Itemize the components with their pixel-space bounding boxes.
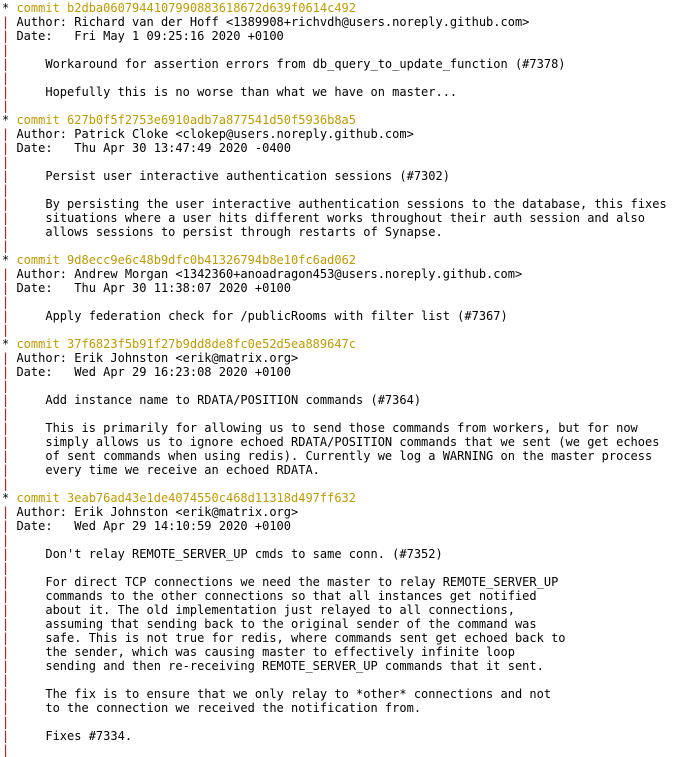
graph-edge-glyph: |: [2, 99, 10, 113]
commit-message-line: assuming that sending back to the original sender of the command was: [9, 617, 537, 631]
terminal-line: [2, 85, 692, 99]
terminal-line: [2, 57, 692, 71]
graph-edge-glyph: |: [2, 729, 10, 743]
author-line: Author: Patrick Cloke <clokep@users.noreply.github.com>: [9, 127, 414, 141]
terminal-line: [2, 477, 692, 491]
commit-message-line: The fix is to ensure that we only relay to *other* connections and not: [9, 687, 552, 701]
graph-edge-glyph: |: [2, 477, 10, 491]
author-line: Author: Andrew Morgan <1342360+anoadragon453@users.noreply.github.com>: [9, 267, 523, 281]
terminal-line: [2, 449, 692, 463]
graph-edge-glyph: |: [2, 701, 10, 715]
graph-edge-glyph: |: [2, 155, 10, 169]
graph-edge-glyph: |: [2, 85, 10, 99]
date-line: Date: Thu Apr 30 13:47:49 2020 -0400: [9, 141, 291, 155]
commit-message-line: For direct TCP connections we need the master to relay REMOTE_SERVER_UP: [9, 575, 559, 589]
commit-hash: commit b2dba0607944107990883618672d639f0614c492: [16, 1, 357, 15]
terminal-line: [2, 379, 692, 393]
commit-hash: commit 627b0f5f2753e6910adb7a877541d50f5936b8a5: [16, 113, 357, 127]
graph-edge-glyph: |: [2, 43, 10, 57]
graph-edge-glyph: |: [2, 743, 10, 757]
terminal-line: [2, 673, 692, 687]
terminal-line: [2, 603, 692, 617]
terminal-line: [2, 309, 692, 323]
graph-edge-glyph: |: [2, 225, 10, 239]
terminal-line: [2, 743, 692, 757]
commit-message-line: Don't relay REMOTE_SERVER_UP cmds to same conn. (#7352): [9, 547, 443, 561]
graph-edge-glyph: |: [2, 71, 10, 85]
graph-edge-glyph: |: [2, 407, 10, 421]
graph-edge-glyph: |: [2, 393, 10, 407]
terminal-line: [2, 589, 692, 603]
terminal-line: [2, 421, 692, 435]
graph-edge-glyph: |: [2, 309, 10, 323]
terminal-line: [2, 547, 692, 561]
commit-message-line: about it. The old implementation just relayed to all connections,: [9, 603, 515, 617]
terminal-line: [2, 113, 692, 127]
commit-message-line: Workaround for assertion errors from db_query_to_update_function (#7378): [9, 57, 566, 71]
graph-edge-glyph: |: [2, 183, 10, 197]
commit-hash: commit 3eab76ad43e1de4074550c468d11318d497ff632: [16, 491, 357, 505]
commit-message-line: allows sessions to persist through restarts of Synapse.: [9, 225, 443, 239]
graph-edge-glyph: |: [2, 295, 10, 309]
terminal-line: [2, 715, 692, 729]
graph-edge-glyph: |: [2, 29, 10, 43]
graph-edge-glyph: |: [2, 561, 10, 575]
graph-edge-glyph: |: [2, 379, 10, 393]
author-line: Author: Erik Johnston <erik@matrix.org>: [9, 505, 299, 519]
graph-edge-glyph: |: [2, 15, 10, 29]
graph-edge-glyph: |: [2, 631, 10, 645]
commit-message-line: of sent commands when using redis). Currently we log a WARNING on the master process: [9, 449, 653, 463]
commit-message-line: the sender, which was causing master to effectively infinite loop: [9, 645, 515, 659]
terminal-line: [2, 1, 692, 15]
date-line: Date: Thu Apr 30 11:38:07 2020 +0100: [9, 281, 291, 295]
graph-edge-glyph: |: [2, 505, 10, 519]
commit-message-line: sending and then re-receiving REMOTE_SERVER_UP commands that it sent.: [9, 659, 544, 673]
author-line: Author: Erik Johnston <erik@matrix.org>: [9, 351, 299, 365]
terminal-line: [2, 155, 692, 169]
terminal-line: [2, 337, 692, 351]
commit-message-line: every time we receive an echoed RDATA.: [9, 463, 320, 477]
graph-edge-glyph: |: [2, 365, 10, 379]
terminal-line: [2, 365, 692, 379]
commit-message-line: Hopefully this is no worse than what we have on master...: [9, 85, 458, 99]
terminal-line: [2, 281, 692, 295]
graph-edge-glyph: |: [2, 141, 10, 155]
terminal-line: [2, 463, 692, 477]
terminal-line: [2, 519, 692, 533]
terminal-line: [2, 505, 692, 519]
terminal-line: [2, 295, 692, 309]
commit-message-line: to the connection we received the notification from.: [9, 701, 422, 715]
graph-edge-glyph: |: [2, 281, 10, 295]
commit-message-line: simply allows us to ignore echoed RDATA/POSITION commands that we sent (we get echoes: [9, 435, 660, 449]
terminal-line: [2, 533, 692, 547]
commit-message-line: This is primarily for allowing us to send those commands from workers, but for now: [9, 421, 638, 435]
terminal-line: [2, 15, 692, 29]
graph-node-glyph: *: [2, 491, 17, 505]
date-line: Date: Fri May 1 09:25:16 2020 +0100: [9, 29, 284, 43]
terminal-line: [2, 211, 692, 225]
graph-edge-glyph: |: [2, 715, 10, 729]
terminal-line: [2, 169, 692, 183]
terminal-line: [2, 701, 692, 715]
commit-hash: commit 9d8ecc9e6c48b9dfc0b41326794b8e10fc6ad062: [16, 253, 357, 267]
graph-edge-glyph: |: [2, 197, 10, 211]
terminal-line: [2, 71, 692, 85]
graph-edge-glyph: |: [2, 547, 10, 561]
terminal-line: [2, 687, 692, 701]
graph-edge-glyph: |: [2, 645, 10, 659]
commit-message-line: Persist user interactive authentication sessions (#7302): [9, 169, 450, 183]
graph-edge-glyph: |: [2, 687, 10, 701]
commit-message-line: By persisting the user interactive authentication sessions to the database, this fixes: [9, 197, 667, 211]
graph-edge-glyph: |: [2, 533, 10, 547]
commit-message-line: situations where a user hits different works throughout their auth session and also: [9, 211, 645, 225]
graph-edge-glyph: |: [2, 603, 10, 617]
commit-message-line: commands to the other connections so that all instances get notified: [9, 589, 537, 603]
graph-edge-glyph: |: [2, 617, 10, 631]
graph-node-glyph: *: [2, 1, 17, 15]
terminal-line: [2, 29, 692, 43]
graph-edge-glyph: |: [2, 323, 10, 337]
terminal-line: [2, 225, 692, 239]
terminal-line: [2, 267, 692, 281]
graph-edge-glyph: |: [2, 435, 10, 449]
graph-node-glyph: *: [2, 337, 17, 351]
terminal-line: [2, 239, 692, 253]
terminal-line: [2, 659, 692, 673]
date-line: Date: Wed Apr 29 14:10:59 2020 +0100: [9, 519, 291, 533]
commit-hash: commit 37f6823f5b91f27b9dd8de8fc0e52d5ea889647c: [16, 337, 357, 351]
terminal-line: [2, 253, 692, 267]
terminal-line: [2, 127, 692, 141]
commit-message-line: Add instance name to RDATA/POSITION commands (#7364): [9, 393, 422, 407]
terminal-line: [2, 435, 692, 449]
terminal-line: [2, 141, 692, 155]
graph-edge-glyph: |: [2, 519, 10, 533]
graph-edge-glyph: |: [2, 57, 10, 71]
graph-edge-glyph: |: [2, 127, 10, 141]
terminal-line: [2, 197, 692, 211]
graph-edge-glyph: |: [2, 351, 10, 365]
graph-edge-glyph: |: [2, 673, 10, 687]
graph-edge-glyph: |: [2, 463, 10, 477]
date-line: Date: Wed Apr 29 16:23:08 2020 +0100: [9, 365, 291, 379]
terminal-line: [2, 645, 692, 659]
graph-edge-glyph: |: [2, 659, 10, 673]
terminal-line: [2, 729, 692, 743]
terminal-line: [2, 393, 692, 407]
terminal-line: [2, 43, 692, 57]
terminal-line: [2, 561, 692, 575]
terminal-line: [2, 631, 692, 645]
graph-edge-glyph: |: [2, 589, 10, 603]
terminal-line: [2, 575, 692, 589]
terminal-line: [2, 617, 692, 631]
commit-message-line: Fixes #7334.: [9, 729, 133, 743]
terminal-line: [2, 99, 692, 113]
terminal-line: [2, 407, 692, 421]
author-line: Author: Richard van der Hoff <1389908+richvdh@users.noreply.github.com>: [9, 15, 530, 29]
graph-node-glyph: *: [2, 253, 17, 267]
terminal-line: [2, 183, 692, 197]
graph-edge-glyph: |: [2, 449, 10, 463]
graph-edge-glyph: |: [2, 211, 10, 225]
terminal-line: [2, 323, 692, 337]
graph-edge-glyph: |: [2, 267, 10, 281]
graph-node-glyph: *: [2, 113, 17, 127]
graph-edge-glyph: |: [2, 575, 10, 589]
graph-edge-glyph: |: [2, 169, 10, 183]
graph-edge-glyph: |: [2, 421, 10, 435]
commit-message-line: Apply federation check for /publicRooms with filter list (#7367): [9, 309, 508, 323]
commit-message-line: safe. This is not true for redis, where commands sent get echoed back to: [9, 631, 566, 645]
graph-edge-glyph: |: [2, 239, 10, 253]
terminal-line: [2, 351, 692, 365]
terminal-line: [2, 491, 692, 505]
